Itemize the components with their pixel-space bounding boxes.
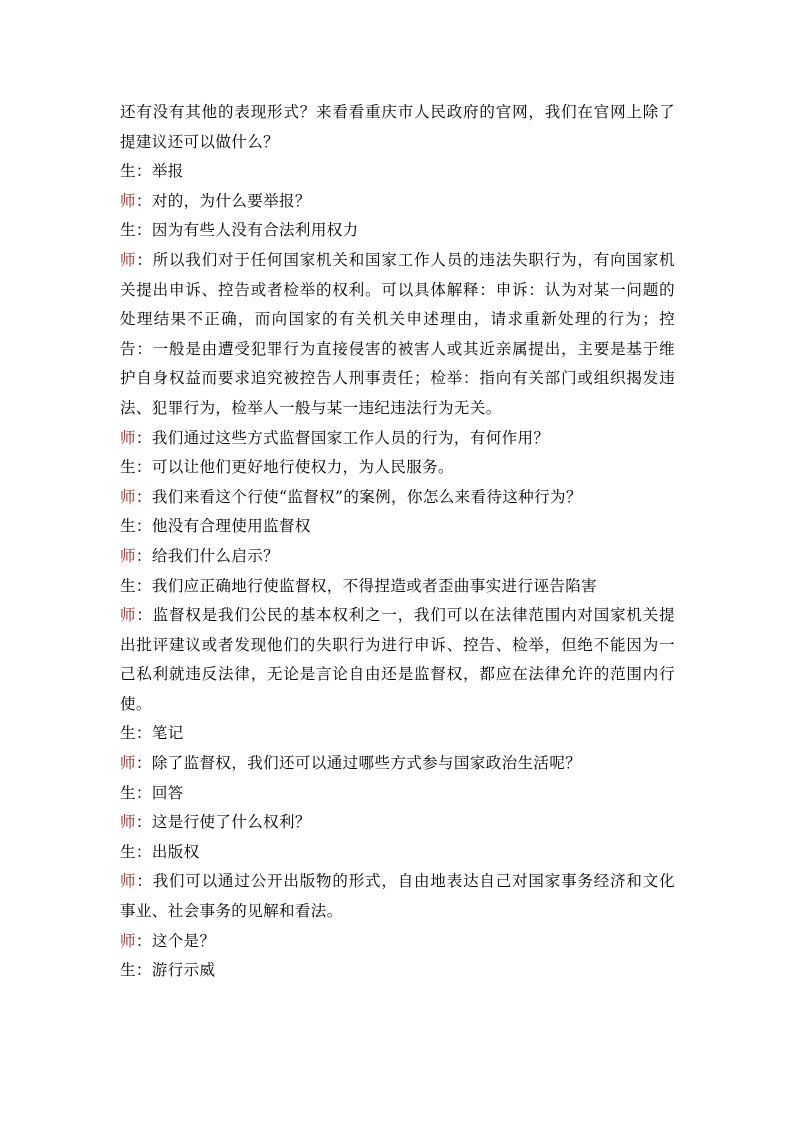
- dialogue-line: [120, 216, 675, 246]
- student-label: 生: [120, 576, 136, 595]
- dialogue-line: [120, 749, 675, 779]
- dialogue-line: [120, 542, 675, 572]
- dialogue-text: 举报: [151, 162, 184, 181]
- dialogue-line: [120, 779, 675, 809]
- dialogue-text: 还有没有其他的表现形式？来看看重庆市人民政府的官网，我们在官网上除了提建议还可以做什么？: [120, 103, 675, 151]
- speaker-separator: ：: [135, 517, 152, 536]
- speaker-separator: ：: [136, 250, 153, 269]
- dialogue-line: [120, 572, 675, 602]
- student-label: 生: [120, 842, 136, 861]
- dialogue-line: [120, 246, 675, 424]
- teacher-label: 师: [120, 487, 136, 506]
- dialogue-text: 我们可以通过公开出版物的形式，自由地表达自己对国家事务经济和文化事业、社会事务的见解和看法。: [120, 872, 675, 921]
- dialogue-text: 给我们什么启示？: [151, 546, 280, 565]
- dialogue-line: [120, 512, 675, 542]
- dialogue-text: 出版权: [151, 842, 200, 861]
- dialogue-text: 笔记: [151, 724, 184, 743]
- dialogue-text: 我们通过这些方式监督国家工作人员的行为，有何作用？: [151, 428, 550, 447]
- teacher-label: 师: [120, 428, 136, 447]
- dialogue-line: [120, 838, 675, 868]
- student-label: 生: [120, 961, 136, 980]
- speaker-separator: ：: [135, 487, 152, 506]
- dialogue-line: [120, 927, 675, 957]
- speaker-separator: ：: [135, 576, 152, 595]
- dialogue-line: [120, 956, 675, 986]
- teacher-label: 师: [120, 872, 137, 891]
- dialogue-line: [120, 98, 675, 157]
- dialogue-text: 回答: [151, 783, 184, 802]
- speaker-separator: ：: [135, 162, 152, 181]
- dialogue-text: 所以我们对于任何国家机关和国家工作人员的违法失职行为，有向国家机关提出申诉、控告或者检举的权利。可以具体解释：申诉：认为对某一问题的处理结果不正确，而向国家的有关机关申述理由，请求重新处理的行为；控告：一般是由遭受犯罪行为直接侵害的被害人或其近亲属提出，主要是基于维护自身权益而要求追究被控告人刑事责任；检举：指向有关部门或组织揭发违法、犯罪行为，检举人一般与某一违纪违法行为无关。: [120, 250, 675, 417]
- speaker-separator: ：: [136, 606, 153, 625]
- dialogue-text: 游行示威: [151, 961, 216, 980]
- dialogue-text: 因为有些人没有合法利用权力: [151, 221, 359, 240]
- speaker-separator: ：: [135, 428, 152, 447]
- student-label: 生: [120, 517, 136, 536]
- dialogue-text: 可以让他们更好地行使权力，为人民服务。: [151, 458, 454, 477]
- teacher-label: 师: [120, 606, 137, 625]
- teacher-label: 师: [120, 250, 137, 269]
- speaker-separator: ：: [135, 754, 152, 773]
- speaker-separator: ：: [135, 546, 152, 565]
- student-label: 生: [120, 162, 136, 181]
- speaker-separator: ：: [135, 961, 152, 980]
- dialogue-line: [120, 424, 675, 454]
- student-label: 生: [120, 221, 136, 240]
- dialogue-line: [120, 157, 675, 187]
- speaker-separator: ：: [135, 931, 152, 950]
- dialogue-text: 我们来看这个行使“监督权”的案例，你怎么来看待这种行为？: [151, 487, 582, 506]
- student-label: 生: [120, 724, 136, 743]
- speaker-separator: ：: [135, 221, 152, 240]
- speaker-separator: ：: [136, 872, 153, 891]
- dialogue-text: 除了监督权，我们还可以通过哪些方式参与国家政治生活呢？: [151, 754, 582, 773]
- dialogue-text: 对的，为什么要举报？: [151, 191, 311, 210]
- teacher-label: 师: [120, 191, 136, 210]
- teacher-label: 师: [120, 754, 136, 773]
- speaker-separator: ：: [135, 724, 152, 743]
- dialogue-line: [120, 453, 675, 483]
- speaker-separator: ：: [135, 458, 152, 477]
- speaker-separator: ：: [135, 842, 152, 861]
- dialogue-text: 我们应正确地行使监督权，不得捏造或者歪曲事实进行诬告陷害: [151, 576, 598, 595]
- speaker-separator: ：: [135, 191, 152, 210]
- speaker-separator: ：: [135, 783, 152, 802]
- teacher-label: 师: [120, 546, 136, 565]
- teacher-label: 师: [120, 931, 136, 950]
- dialogue-line: [120, 601, 675, 719]
- speaker-separator: ：: [135, 813, 152, 832]
- teacher-label: 师: [120, 813, 136, 832]
- student-label: 生: [120, 783, 136, 802]
- dialogue-body: [120, 98, 675, 986]
- dialogue-line: [120, 867, 675, 926]
- dialogue-text: 监督权是我们公民的基本权利之一，我们可以在法律范围内对国家机关提出批评建议或者发现他们的失职行为进行申诉、控告、检举，但绝不能因为一己私利就违反法律，无论是言论自由还是监督权，都应在法律允许的范围内行使。: [120, 606, 675, 713]
- dialogue-line: [120, 483, 675, 513]
- dialogue-line: [120, 719, 675, 749]
- dialogue-line: [120, 808, 675, 838]
- student-label: 生: [120, 458, 136, 477]
- dialogue-text: 这是行使了什么权利？: [151, 813, 311, 832]
- dialogue-line: [120, 187, 675, 217]
- dialogue-text: 他没有合理使用监督权: [151, 517, 311, 536]
- dialogue-text: 这个是？: [151, 931, 216, 950]
